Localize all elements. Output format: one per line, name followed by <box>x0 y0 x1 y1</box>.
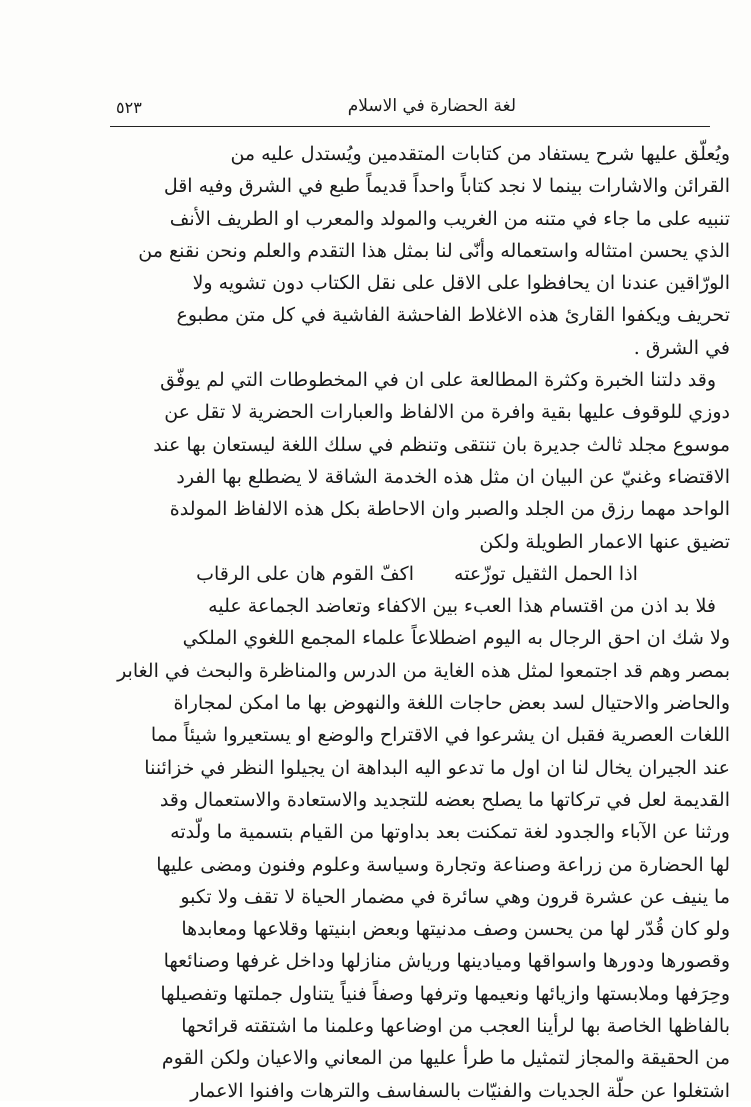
page-header <box>116 96 706 124</box>
text-line: وحِرَفها وملابستها وازيائها ونعيمها وترفها وصفاً فنياً يتناول جملتها وتفصيلها <box>160 982 730 1005</box>
text-line: وقد دلتنا الخبرة وكثرة المطالعة على ان في المخطوطات التي لم يوفّق <box>160 369 716 392</box>
paragraph-3 <box>104 590 730 1107</box>
verse-hemistich-first: اذا الحمل الثقيل توزّعته <box>454 562 638 585</box>
text-line: تضيق عنها الاعمار الطويلة ولكن <box>479 530 730 553</box>
text-line: القديمة لعل في تركاتها ما يصلح بعضه للتجديد والاستعادة والاستعمال وقد <box>159 788 730 811</box>
text-line: ورثنا عن الآباء والجدود لغة تمكنت بعد بداوتها من القيام بتسمية ما ولّدته <box>170 821 730 844</box>
text-line: دوزي للوقوف عليها بقية وافرة من الالفاظ والعبارات الحضرية لا تقل عن <box>164 401 730 424</box>
text-line: وقصورها ودورها واسواقها وميادينها ورياش منازلها وداخل غرفها وصنائعها <box>163 950 730 973</box>
text-line: لها الحضارة من زراعة وصناعة وتجارة وسياسة وعلوم وفنون ومضى عليها <box>156 853 730 876</box>
text-line: ولو كان قُدّر لها من يحسن وصف مدنيتها وبعض ابنيتها وقلاعها ومعابدها <box>181 918 730 941</box>
text-line: تنبيه على ما جاء في متنه من الغريب والمولد والمعرب او الطريف الأنف <box>169 207 730 230</box>
text-line: الاقتضاء وغنيّ عن البيان ان مثل هذه الخدمة الشاقة لا يضطلع بها الفرد <box>176 465 730 488</box>
text-line: الورّاقين عندنا ان يحافظوا على الاقل على نقل الكتاب دون تشويه ولا <box>192 272 730 295</box>
text-line: ما ينيف عن عشرة قرون وهي سائرة في مضمار الحياة لا تقف ولا تكبو <box>180 885 730 908</box>
header-rule <box>110 126 710 127</box>
paragraph-1 <box>104 138 730 364</box>
text-line: عند الجيران يخال لنا ان اول ما تدعو اليه البداهة ان يجيلوا النظر في خزائننا <box>144 756 730 779</box>
page-number: ٥٢٣ <box>116 98 142 117</box>
poetry-verse <box>104 558 730 590</box>
text-line: موسوع مجلد ثالث جديرة بان تنتقى وتنظم في سلك اللغة ليستعان بها عند <box>153 433 730 456</box>
text-line: ولا شك ان احق الرجال به اليوم اضطلاعاً علماء المجمع اللغوي الملكي <box>182 627 730 650</box>
running-title: لغة الحضارة في الاسلام <box>347 96 516 116</box>
text-line: اللغات العصرية فقبل ان يشرعوا في الاقتراح والوضع او يستعيروا شيئاً مما <box>150 724 730 747</box>
text-line: الذي يحسن امتثاله واستعماله وأنّى لنا بمثل هذا التقدم والعلم ونحن نقنع من <box>138 239 730 262</box>
text-line: في الشرق . <box>633 336 730 359</box>
text-line: تحريف ويكفوا القارئ هذه الاغلاط الفاحشة الفاشية في كل متن مطبوع <box>176 304 730 327</box>
text-line: القرائن والاشارات بينما لا نجد كتاباً واحداً قديماً طبع في الشرق وفيه اقل <box>163 175 730 198</box>
body-text <box>104 138 730 1107</box>
text-line: ويُعلّق عليها شرح يستفاد من كتابات المتقدمين ويُستدل عليه من <box>230 143 730 165</box>
text-line: الواحد مهما رزق من الجلد والصبر وان الاحاطة بكل هذه الالفاظ المولدة <box>169 498 730 521</box>
text-line: من الحقيقة والمجاز لتمثيل ما طرأ عليها من المعاني والاعيان ولكن القوم <box>161 1047 730 1070</box>
text-line: بالفاظها الخاصة بها لرأينا العجب من اوضاعها وعلمنا ما اشتقته قرائحها <box>181 1015 730 1038</box>
paragraph-2 <box>104 364 730 558</box>
verse-hemistich-second: اكفّ القوم هان على الرقاب <box>196 562 415 585</box>
text-line: والحاضر والاحتيال لسد بعض حاجات اللغة والنهوض بها ما امكن لمجاراة <box>173 692 730 715</box>
text-line: فلا بد اذن من اقتسام هذا العبء بين الاكفاء وتعاضد الجماعة عليه <box>208 595 716 618</box>
text-line: بمصر وهم قد اجتمعوا لمثل هذه الغاية من الدرس والمناظرة والبحث في الغابر <box>117 659 730 682</box>
text-line: اشتغلوا عن حلّة الجديات والفنيّات بالسفاسف والترهات وافنوا الاعمار <box>190 1079 730 1102</box>
